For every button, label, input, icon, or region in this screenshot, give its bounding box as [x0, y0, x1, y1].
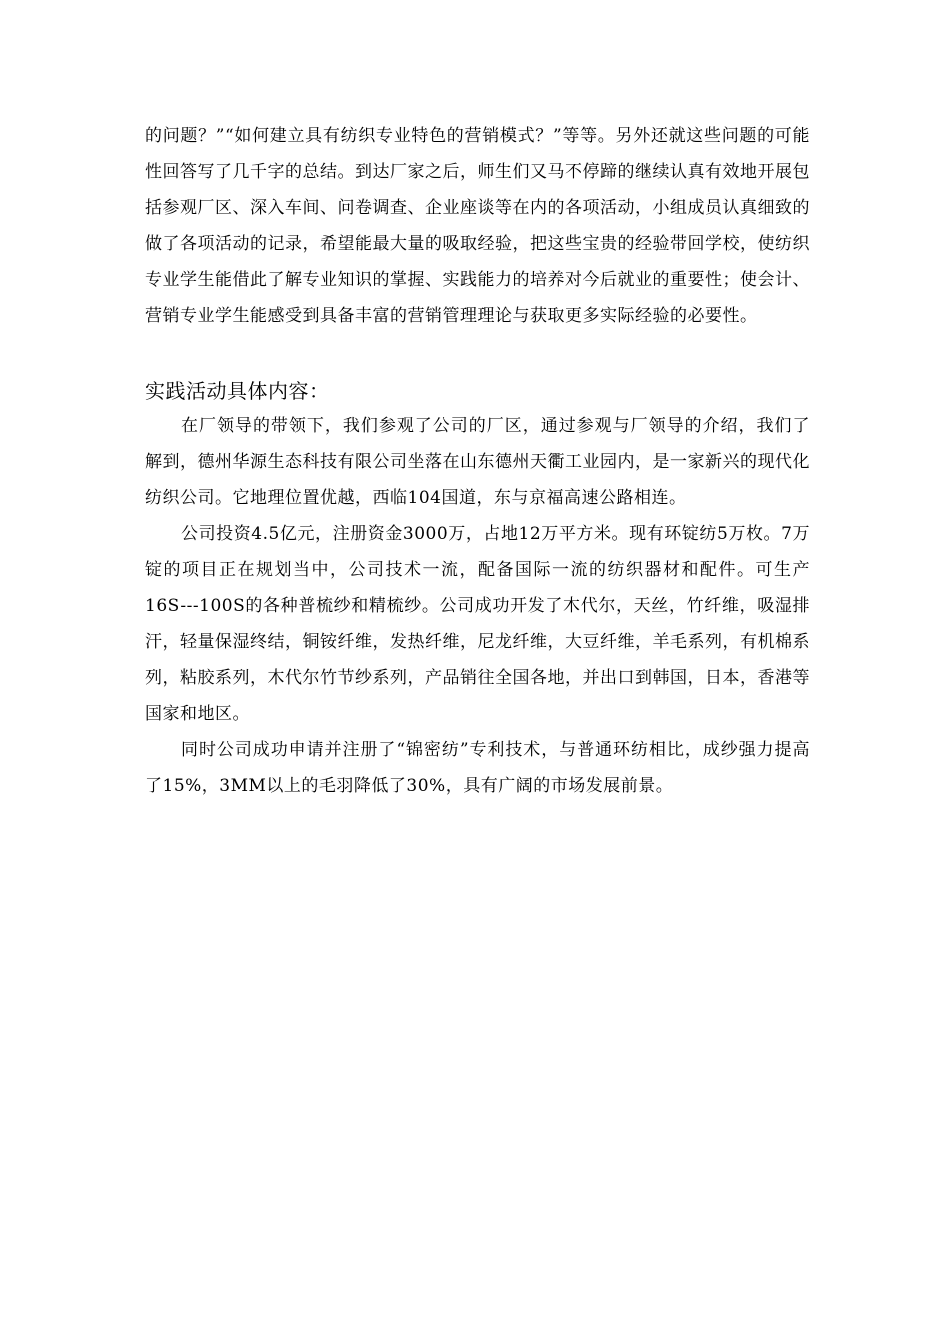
document-body [145, 118, 810, 804]
section-heading: 实践活动具体内容： [145, 379, 330, 403]
paragraph-company-investment: 公司投资4.5亿元，注册资金3000万，占地12万平方米。现有环锭纺5万枚。7万锭的项目正在规划当中，公司技术一流，配备国际一流的纺织器材和配件。可生产16S---100S的各种普梳纱和精梳纱。公司成功开发了木代尔，天丝，竹纤维，吸湿排汗，轻量保湿终结，铜铵纤维，发热纤维，尼龙纤维，大豆纤维，羊毛系列，有机棉系列，粘胶系列，木代尔竹节纱系列，产品销往全国各地，并出口到韩国，日本，香港等国家和地区。 [145, 524, 810, 724]
paragraph-patent-technology: 同时公司成功申请并注册了“锦密纺”专利技术，与普通环纺相比，成纱强力提高了15%，3MM以上的毛羽降低了30%，具有广阔的市场发展前景。 [145, 740, 810, 796]
paragraph-factory-tour: 在厂领导的带领下，我们参观了公司的厂区，通过参观与厂领导的介绍，我们了解到，德州华源生态科技有限公司坐落在山东德州天衢工业园内，是一家新兴的现代化纺织公司。它地理位置优越，西临104国道，东与京福高速公路相连。 [145, 416, 810, 508]
intro-paragraph: 的问题？”“如何建立具有纺织专业特色的营销模式？”等等。另外还就这些问题的可能性回答写了几千字的总结。到达厂家之后，师生们又马不停蹄的继续认真有效地开展包括参观厂区、深入车间、问卷调查、企业座谈等在内的各项活动，小组成员认真细致的做了各项活动的记录，希望能最大量的吸取经验，把这些宝贵的经验带回学校，使纺织专业学生能借此了解专业知识的掌握、实践能力的培养对今后就业的重要性；使会计、营销专业学生能感受到具备丰富的营销管理理论与获取更多实际经验的必要性。 [145, 126, 810, 326]
